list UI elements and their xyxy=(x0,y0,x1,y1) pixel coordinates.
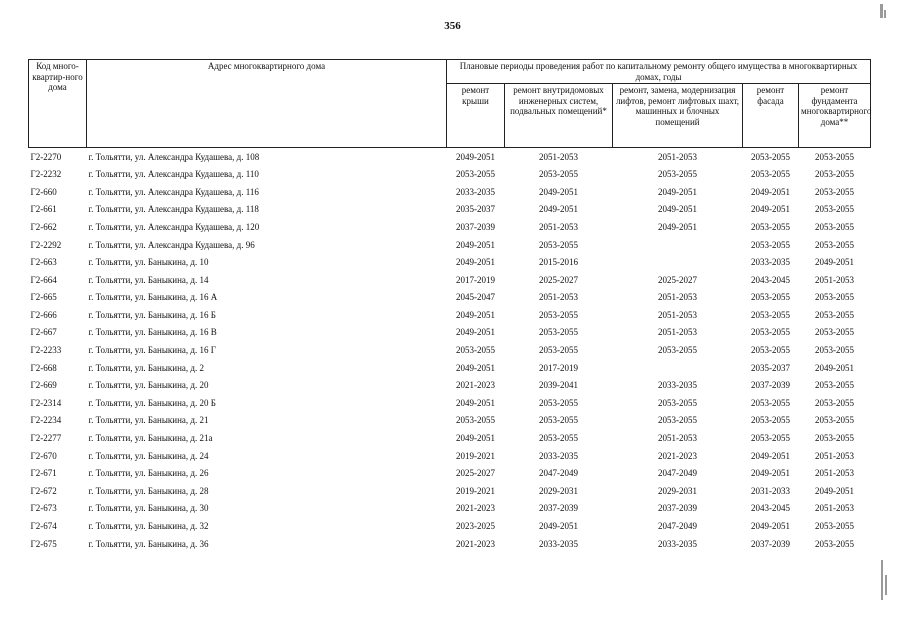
cell-facade: 2053-2055 xyxy=(751,415,790,426)
cell-foundation: 2053-2055 xyxy=(815,221,855,232)
scan-speck xyxy=(880,4,883,18)
cell-foundation: 2053-2055 xyxy=(815,345,855,356)
cell-code: Г2-2233 xyxy=(30,345,62,356)
cell-roof: 2049-2051 xyxy=(456,309,495,320)
cell-foundation: 2049-2051 xyxy=(815,485,855,496)
cell-code: Г2-2270 xyxy=(30,151,62,162)
table-row xyxy=(29,218,871,236)
cell-systems: 2051-2053 xyxy=(539,151,578,162)
cell-systems: 2049-2051 xyxy=(539,186,578,197)
cell-roof: 2021-2023 xyxy=(456,503,495,514)
cell-systems: 2053-2055 xyxy=(539,239,578,250)
cell-lifts: 2047-2049 xyxy=(658,521,697,532)
cell-code: Г2-2234 xyxy=(30,415,62,426)
table-row xyxy=(29,535,871,553)
cell-code: Г2-2232 xyxy=(30,169,62,180)
cell-address: г. Тольятти, ул. Александра Кудашева, д. 96 xyxy=(88,239,255,250)
cell-systems: 2025-2027 xyxy=(539,274,578,285)
table-row xyxy=(29,500,871,518)
cell-lifts: 2053-2055 xyxy=(658,415,697,426)
table-row xyxy=(29,465,871,483)
cell-lifts: 2051-2053 xyxy=(658,151,697,162)
cell-code: Г2-669 xyxy=(30,380,57,391)
cell-systems: 2051-2053 xyxy=(539,221,578,232)
cell-address: г. Тольятти, ул. Александра Кудашева, д. 116 xyxy=(88,186,259,197)
cell-code: Г2-667 xyxy=(30,327,57,338)
page-number: 356 xyxy=(444,20,461,32)
cell-systems: 2039-2041 xyxy=(539,380,578,391)
cell-foundation: 2051-2053 xyxy=(815,450,855,461)
table-row xyxy=(29,517,871,535)
scan-speck xyxy=(884,10,886,18)
cell-foundation: 2053-2055 xyxy=(815,521,855,532)
cell-facade: 2031-2033 xyxy=(751,485,790,496)
cell-code: Г2-670 xyxy=(30,450,57,461)
cell-systems: 2017-2019 xyxy=(539,362,578,373)
cell-lifts: 2047-2049 xyxy=(658,468,697,479)
cell-roof: 2035-2037 xyxy=(456,204,495,215)
cell-roof: 2019-2021 xyxy=(456,450,495,461)
cell-foundation: 2049-2051 xyxy=(815,362,855,373)
cell-foundation: 2053-2055 xyxy=(815,415,855,426)
cell-roof: 2049-2051 xyxy=(456,433,495,444)
cell-lifts xyxy=(613,236,743,254)
cell-facade: 2033-2035 xyxy=(751,257,790,268)
cell-code: Г2-663 xyxy=(30,257,57,268)
cell-address: г. Тольятти, ул. Баныкина, д. 21 xyxy=(88,415,209,426)
table-row xyxy=(29,377,871,395)
header-code: Код много-квартир-ного дома xyxy=(29,60,87,148)
cell-systems: 2053-2055 xyxy=(539,397,578,408)
cell-systems: 2029-2031 xyxy=(539,485,578,496)
cell-foundation: 2053-2055 xyxy=(815,538,855,549)
table-row xyxy=(29,359,871,377)
cell-code: Г2-668 xyxy=(30,362,57,373)
table-row xyxy=(29,289,871,307)
cell-lifts: 2025-2027 xyxy=(658,274,697,285)
cell-address: г. Тольятти, ул. Баныкина, д. 30 xyxy=(88,503,209,514)
cell-roof: 2049-2051 xyxy=(456,151,495,162)
cell-facade: 2053-2055 xyxy=(751,309,790,320)
cell-facade: 2053-2055 xyxy=(751,169,790,180)
table-row xyxy=(29,254,871,272)
header-roof: ремонт крыши xyxy=(447,84,505,148)
cell-lifts: 2051-2053 xyxy=(658,309,697,320)
cell-facade: 2053-2055 xyxy=(751,292,790,303)
cell-roof: 2021-2023 xyxy=(456,380,495,391)
cell-roof: 2053-2055 xyxy=(456,415,495,426)
cell-address: г. Тольятти, ул. Александра Кудашева, д. 120 xyxy=(88,221,260,232)
cell-facade: 2053-2055 xyxy=(751,151,790,162)
cell-code: Г2-661 xyxy=(30,204,57,215)
table-row xyxy=(29,306,871,324)
cell-roof: 2049-2051 xyxy=(456,327,495,338)
cell-lifts: 2049-2051 xyxy=(658,204,697,215)
cell-systems: 2047-2049 xyxy=(539,468,578,479)
cell-lifts: 2051-2053 xyxy=(658,327,697,338)
cell-facade: 2049-2051 xyxy=(751,186,790,197)
cell-address: г. Тольятти, ул. Баныкина, д. 24 xyxy=(88,450,209,461)
cell-systems: 2033-2035 xyxy=(539,450,578,461)
table-row xyxy=(29,342,871,360)
cell-address: г. Тольятти, ул. Баныкина, д. 14 xyxy=(88,274,209,285)
table-row xyxy=(29,271,871,289)
cell-address: г. Тольятти, ул. Баныкина, д. 16 Б xyxy=(88,309,216,320)
cell-foundation: 2053-2055 xyxy=(815,327,855,338)
cell-lifts: 2033-2035 xyxy=(658,538,697,549)
cell-address: г. Тольятти, ул. Баныкина, д. 32 xyxy=(88,521,209,532)
cell-lifts: 2049-2051 xyxy=(658,186,697,197)
cell-lifts: 2021-2023 xyxy=(658,450,697,461)
cell-foundation: 2053-2055 xyxy=(815,380,855,391)
cell-address: г. Тольятти, ул. Баныкина, д. 10 xyxy=(88,257,209,268)
cell-systems: 2053-2055 xyxy=(539,327,578,338)
cell-systems: 2053-2055 xyxy=(539,169,578,180)
cell-address: г. Тольятти, ул. Баныкина, д. 16 В xyxy=(88,327,217,338)
cell-lifts: 2053-2055 xyxy=(658,397,697,408)
table-row xyxy=(29,482,871,500)
cell-facade: 2043-2045 xyxy=(751,274,790,285)
cell-foundation: 2053-2055 xyxy=(815,151,855,162)
cell-roof: 2049-2051 xyxy=(456,239,495,250)
cell-lifts: 2051-2053 xyxy=(658,292,697,303)
cell-roof: 2049-2051 xyxy=(456,257,495,268)
cell-address: г. Тольятти, ул. Александра Кудашева, д. 108 xyxy=(88,151,260,162)
header-facade: ремонт фасада xyxy=(743,84,799,148)
table-row xyxy=(29,201,871,219)
cell-address: г. Тольятти, ул. Александра Кудашева, д. 110 xyxy=(88,169,259,180)
cell-lifts: 2051-2053 xyxy=(658,433,697,444)
cell-foundation: 2051-2053 xyxy=(815,274,855,285)
cell-address: г. Тольятти, ул. Баныкина, д. 20 Б xyxy=(88,397,216,408)
cell-address: г. Тольятти, ул. Баныкина, д. 2 xyxy=(88,362,204,373)
cell-lifts: 2053-2055 xyxy=(658,345,697,356)
cell-foundation: 2053-2055 xyxy=(815,292,855,303)
cell-lifts: 2053-2055 xyxy=(658,169,697,180)
cell-roof: 2021-2023 xyxy=(456,538,495,549)
header-foundation: ремонт фундамента многоквартирного дома** xyxy=(799,84,871,148)
cell-facade: 2053-2055 xyxy=(751,221,790,232)
cell-roof: 2033-2035 xyxy=(456,186,495,197)
header-periods-group: Плановые периоды проведения работ по капитальному ремонту общего имущества в многоквартирных домах, годы xyxy=(447,60,871,84)
cell-roof: 2019-2021 xyxy=(456,485,495,496)
cell-roof: 2049-2051 xyxy=(456,362,495,373)
header-address: Адрес многоквартирного дома xyxy=(87,60,447,148)
cell-code: Г2-2314 xyxy=(30,397,62,408)
cell-roof: 2049-2051 xyxy=(456,397,495,408)
cell-foundation: 2053-2055 xyxy=(815,397,855,408)
table-row xyxy=(29,166,871,184)
cell-code: Г2-672 xyxy=(30,485,57,496)
cell-address: г. Тольятти, ул. Баныкина, д. 16 А xyxy=(88,292,218,303)
cell-systems: 2053-2055 xyxy=(539,345,578,356)
cell-lifts: 2049-2051 xyxy=(658,221,697,232)
cell-systems: 2051-2053 xyxy=(539,292,578,303)
cell-code: Г2-2277 xyxy=(30,433,62,444)
cell-address: г. Тольятти, ул. Баныкина, д. 26 xyxy=(88,468,209,479)
cell-facade: 2037-2039 xyxy=(751,380,790,391)
cell-foundation: 2051-2053 xyxy=(815,503,855,514)
cell-code: Г2-665 xyxy=(30,292,57,303)
cell-address: г. Тольятти, ул. Баныкина, д. 36 xyxy=(88,538,209,549)
cell-code: Г2-664 xyxy=(30,274,57,285)
cell-facade: 2037-2039 xyxy=(751,538,790,549)
cell-foundation: 2053-2055 xyxy=(815,433,855,444)
cell-address: г. Тольятти, ул. Баныкина, д. 21а xyxy=(88,433,213,444)
table-row xyxy=(29,412,871,430)
cell-lifts xyxy=(613,254,743,272)
cell-systems: 2015-2016 xyxy=(539,257,578,268)
cell-foundation: 2049-2051 xyxy=(815,257,855,268)
cell-systems: 2053-2055 xyxy=(539,433,578,444)
cell-lifts: 2029-2031 xyxy=(658,485,697,496)
cell-facade: 2053-2055 xyxy=(751,345,790,356)
cell-facade: 2053-2055 xyxy=(751,239,790,250)
cell-facade: 2043-2045 xyxy=(751,503,790,514)
cell-foundation: 2053-2055 xyxy=(815,239,855,250)
cell-code: Г2-666 xyxy=(30,309,57,320)
table-row xyxy=(29,148,871,166)
cell-address: г. Тольятти, ул. Баныкина, д. 20 xyxy=(88,380,209,391)
cell-address: г. Тольятти, ул. Баныкина, д. 16 Г xyxy=(88,345,216,356)
cell-foundation: 2053-2055 xyxy=(815,169,855,180)
cell-code: Г2-675 xyxy=(30,538,57,549)
cell-systems: 2049-2051 xyxy=(539,521,578,532)
cell-roof: 2053-2055 xyxy=(456,345,495,356)
cell-roof: 2025-2027 xyxy=(456,468,495,479)
scan-speck xyxy=(885,575,887,595)
table-body xyxy=(29,148,871,553)
cell-lifts: 2037-2039 xyxy=(658,503,697,514)
cell-facade: 2035-2037 xyxy=(751,362,790,373)
header-systems: ремонт внутридомовых инженерных систем, подвальных помещений* xyxy=(505,84,613,148)
cell-facade: 2049-2051 xyxy=(751,521,790,532)
cell-systems: 2037-2039 xyxy=(539,503,578,514)
cell-roof: 2045-2047 xyxy=(456,292,495,303)
table-row xyxy=(29,430,871,448)
cell-code: Г2-674 xyxy=(30,521,57,532)
cell-lifts: 2033-2035 xyxy=(658,380,697,391)
cell-foundation: 2051-2053 xyxy=(815,468,855,479)
header-lifts: ремонт, замена, модернизация лифтов, ремонт лифтовых шахт, машинных и блочных помещений xyxy=(613,84,743,148)
cell-facade: 2049-2051 xyxy=(751,204,790,215)
cell-facade: 2049-2051 xyxy=(751,450,790,461)
cell-systems: 2033-2035 xyxy=(539,538,578,549)
cell-roof: 2053-2055 xyxy=(456,169,495,180)
cell-facade: 2053-2055 xyxy=(751,433,790,444)
cell-lifts xyxy=(613,359,743,377)
cell-foundation: 2053-2055 xyxy=(815,309,855,320)
cell-code: Г2-2292 xyxy=(30,239,62,250)
cell-address: г. Тольятти, ул. Баныкина, д. 28 xyxy=(88,485,209,496)
scan-speck xyxy=(881,560,883,600)
cell-systems: 2053-2055 xyxy=(539,415,578,426)
cell-systems: 2053-2055 xyxy=(539,309,578,320)
cell-facade: 2053-2055 xyxy=(751,327,790,338)
cell-roof: 2017-2019 xyxy=(456,274,495,285)
table-row xyxy=(29,447,871,465)
cell-roof: 2023-2025 xyxy=(456,521,495,532)
cell-code: Г2-671 xyxy=(30,468,57,479)
cell-code: Г2-660 xyxy=(30,186,57,197)
cell-code: Г2-662 xyxy=(30,221,57,232)
cell-systems: 2049-2051 xyxy=(539,204,578,215)
table-row xyxy=(29,236,871,254)
cell-address: г. Тольятти, ул. Александра Кудашева, д. 118 xyxy=(88,204,259,215)
cell-foundation: 2053-2055 xyxy=(815,186,855,197)
cell-foundation: 2053-2055 xyxy=(815,204,855,215)
cell-code: Г2-673 xyxy=(30,503,57,514)
table-row xyxy=(29,324,871,342)
cell-facade: 2049-2051 xyxy=(751,468,790,479)
cell-roof: 2037-2039 xyxy=(456,221,495,232)
table-row xyxy=(29,394,871,412)
capital-repair-schedule-table xyxy=(28,59,871,553)
table-row xyxy=(29,183,871,201)
cell-facade: 2053-2055 xyxy=(751,397,790,408)
